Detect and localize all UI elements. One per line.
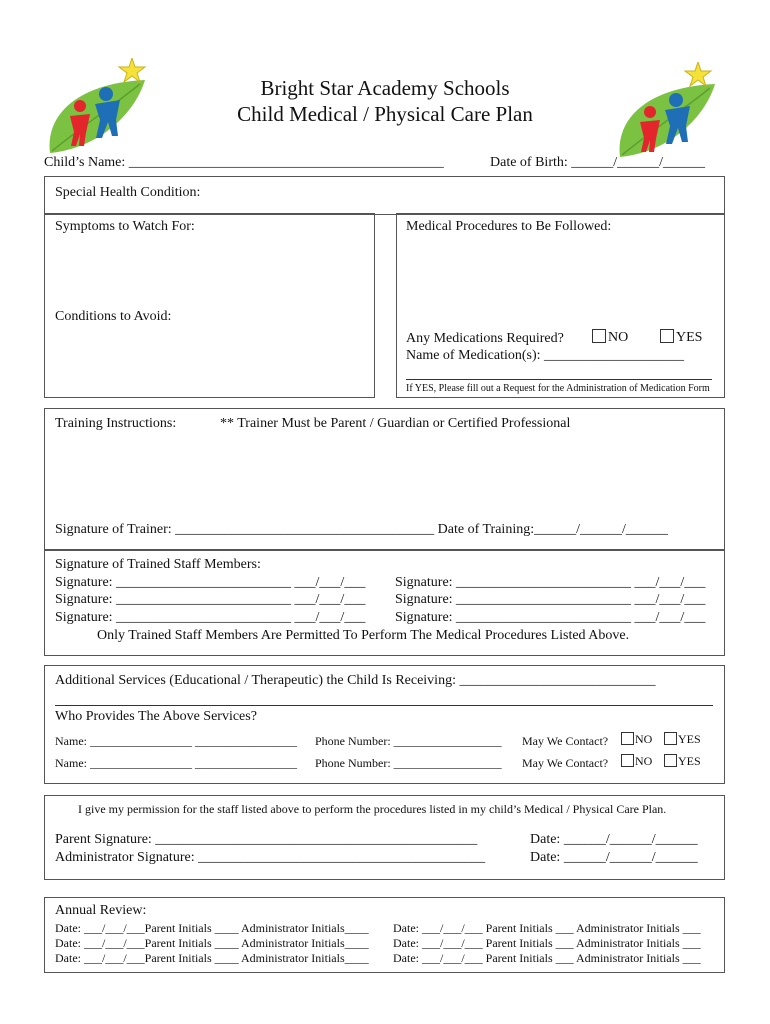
staff-signature-left-2[interactable]: Signature: _________________________ ___/___/___ — [55, 592, 366, 607]
school-name: Bright Star Academy Schools — [260, 76, 510, 100]
date-of-birth-field[interactable]: Date of Birth: ______/______/______ — [490, 155, 706, 170]
contact-yes-label-1: YES — [678, 732, 701, 746]
annual-review-heading: Annual Review: — [55, 903, 147, 918]
medications-no-option[interactable] — [592, 329, 628, 346]
staff-signature-right-1[interactable]: Signature: _________________________ ___/___/___ — [395, 575, 706, 590]
administrator-signature-field[interactable]: Administrator Signature: _________________________________________ — [55, 850, 486, 865]
medications-question — [406, 331, 564, 347]
medications-yes-option[interactable] — [660, 329, 702, 346]
annual-review-left-1[interactable]: Date: ___/___/___Parent Initials ____ Administrator Initials____ — [55, 921, 369, 935]
contact-yes-checkbox-2[interactable] — [664, 754, 677, 767]
medications-no-checkbox[interactable] — [592, 329, 606, 343]
procedures-label: Medical Procedures to Be Followed: — [406, 219, 612, 234]
may-we-contact-label-2: May We Contact? — [522, 756, 609, 770]
annual-review-left-2[interactable]: Date: ___/___/___Parent Initials ____ Administrator Initials____ — [55, 936, 369, 950]
childs-name-field[interactable]: Child’s Name: _____________________________________________ — [44, 155, 444, 170]
additional-services-line-2[interactable] — [55, 705, 713, 706]
contact-no-checkbox-2[interactable] — [621, 754, 634, 767]
provider-phone-2[interactable]: Phone Number: __________________ — [315, 756, 502, 770]
procedures-box — [396, 213, 725, 398]
contact-no-option-1[interactable] — [621, 732, 652, 747]
medication-form-note: If YES, Please fill out a Request for the Administration of Medication Form — [406, 383, 710, 394]
symptoms-label: Symptoms to Watch For: — [55, 219, 195, 234]
provider-name-1[interactable]: Name: _________________ _________________ — [55, 734, 297, 748]
staff-signature-left-1[interactable]: Signature: _________________________ ___/___/___ — [55, 575, 366, 590]
staff-signature-right-2[interactable]: Signature: _________________________ ___/___/___ — [395, 592, 706, 607]
medications-yes-checkbox[interactable] — [660, 329, 674, 343]
may-we-contact-label-1: May We Contact? — [522, 734, 609, 748]
conditions-avoid-label: Conditions to Avoid: — [55, 309, 172, 324]
annual-review-right-2[interactable]: Date: ___/___/___ Parent Initials ___ Administrator Initials ___ — [393, 936, 701, 950]
additional-services-field[interactable]: Additional Services (Educational / Therapeutic) the Child Is Receiving: ____________________________ — [55, 673, 656, 688]
parent-signature-field[interactable]: Parent Signature: ______________________________________________ — [55, 832, 478, 847]
service-providers-heading: Who Provides The Above Services? — [55, 709, 257, 724]
contact-yes-option-1[interactable] — [664, 732, 701, 747]
medication-name-line-2[interactable] — [406, 379, 712, 380]
contact-no-label-2: NO — [635, 754, 653, 768]
contact-yes-checkbox-1[interactable] — [664, 732, 677, 745]
symptoms-box — [44, 213, 375, 398]
medications-label: Any Medications Required? — [406, 331, 564, 346]
annual-review-left-3[interactable]: Date: ___/___/___Parent Initials ____ Administrator Initials____ — [55, 951, 369, 965]
contact-no-option-2[interactable] — [621, 754, 652, 769]
parent-date-field[interactable]: Date: ______/______/______ — [530, 832, 698, 847]
provider-phone-1[interactable]: Phone Number: __________________ — [315, 734, 502, 748]
staff-signature-right-3[interactable]: Signature: _________________________ ___/___/___ — [395, 610, 706, 625]
form-title: Child Medical / Physical Care Plan — [237, 102, 533, 126]
administrator-date-field[interactable]: Date: ______/______/______ — [530, 850, 698, 865]
contact-yes-option-2[interactable] — [664, 754, 701, 769]
trained-staff-note: Only Trained Staff Members Are Permitted To Perform The Medical Procedures Listed Above. — [97, 628, 630, 643]
staff-signature-left-3[interactable]: Signature: _________________________ ___/___/___ — [55, 610, 366, 625]
medications-no-label: NO — [608, 330, 629, 345]
contact-no-label-1: NO — [635, 732, 653, 746]
contact-yes-label-2: YES — [678, 754, 701, 768]
annual-review-right-3[interactable]: Date: ___/___/___ Parent Initials ___ Administrator Initials ___ — [393, 951, 701, 965]
trained-staff-heading: Signature of Trained Staff Members: — [55, 557, 261, 572]
trainer-signature-field[interactable]: Signature of Trainer: _____________________________________ Date of Training:______/______/______ — [55, 522, 668, 537]
training-instructions-label: Training Instructions: — [55, 416, 177, 431]
permission-statement: I give my permission for the staff listed above to perform the procedures listed in my child’s Medical / Physical Care Plan. — [78, 802, 667, 816]
medication-name-field[interactable]: Name of Medication(s): ____________________ — [406, 348, 685, 363]
special-health-label: Special Health Condition: — [55, 185, 201, 200]
annual-review-right-1[interactable]: Date: ___/___/___ Parent Initials ___ Administrator Initials ___ — [393, 921, 701, 935]
trainer-requirement-note: ** Trainer Must be Parent / Guardian or Certified Professional — [220, 416, 571, 431]
medications-yes-label: YES — [676, 330, 703, 345]
provider-name-2[interactable]: Name: _________________ _________________ — [55, 756, 297, 770]
contact-no-checkbox-1[interactable] — [621, 732, 634, 745]
